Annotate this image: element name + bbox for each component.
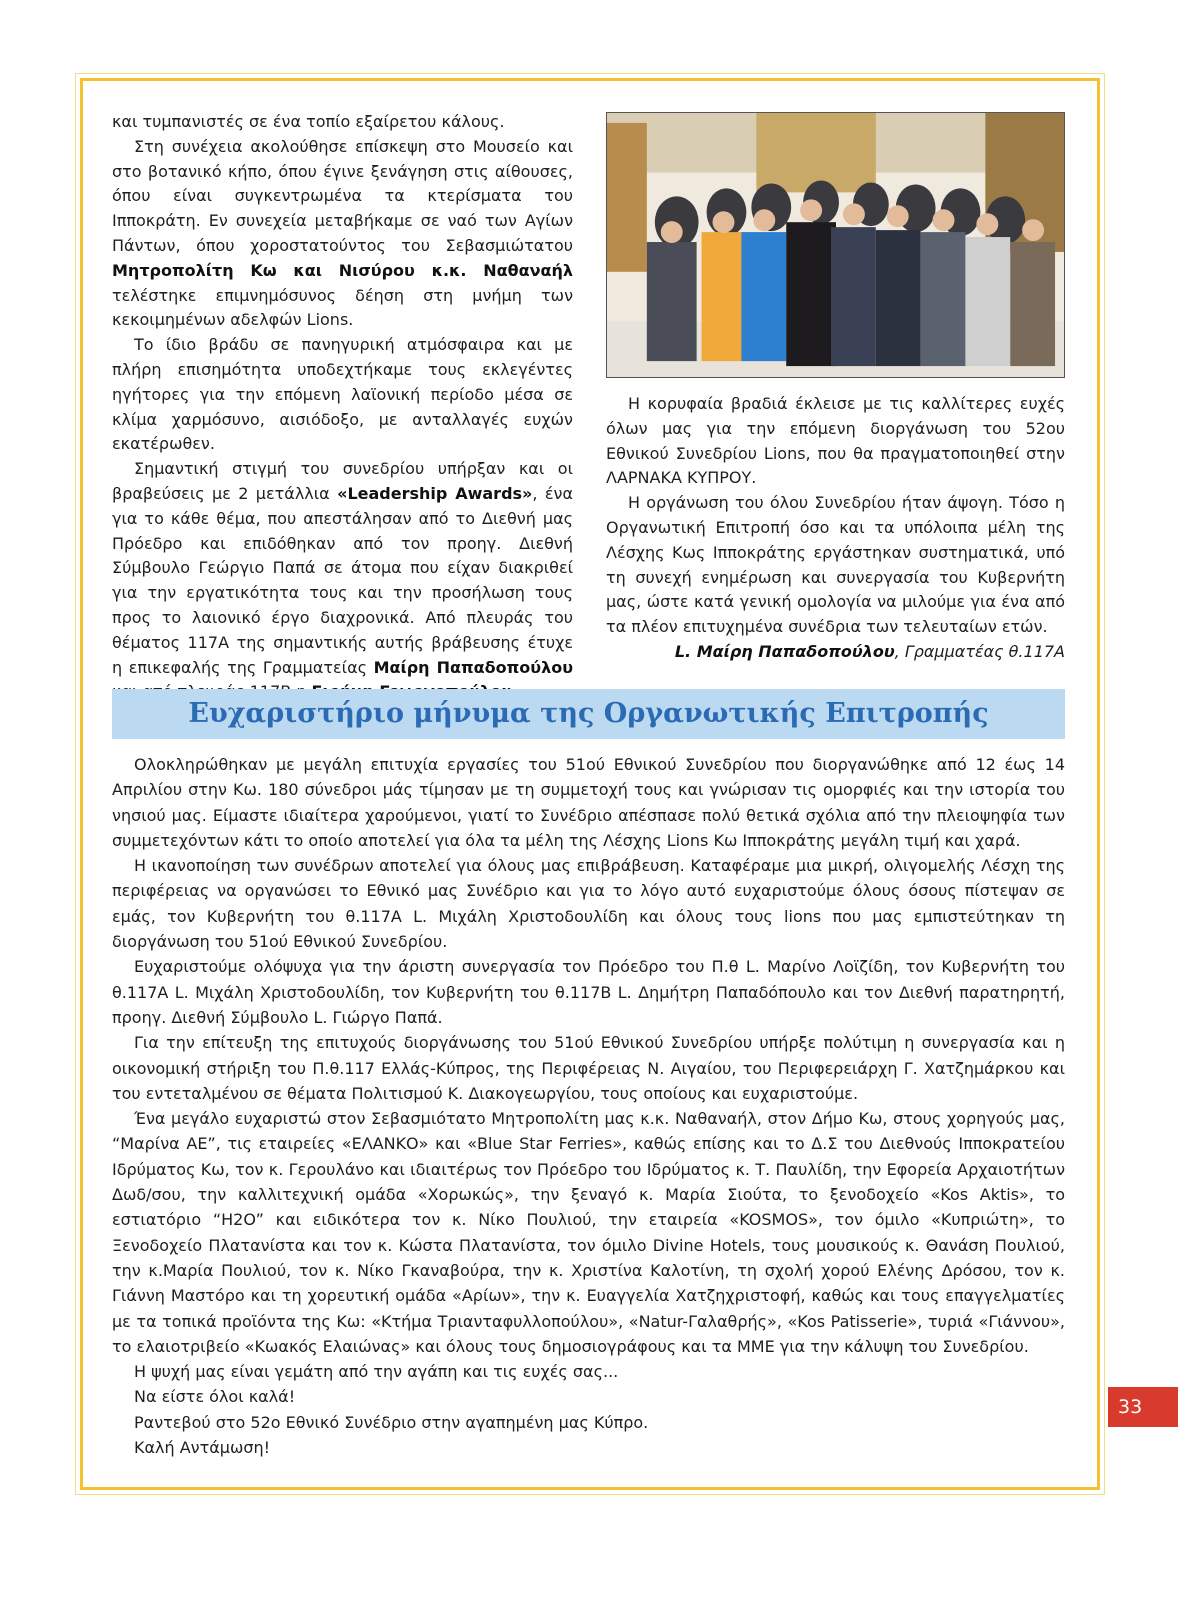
paragraph: Ευχαριστούμε ολόψυχα για την άριστη συνεργασία τον Πρόεδρο του Π.θ L. Μαρίνο Λοϊζίδη, τον Κυβερνήτη του θ.117Α L. Μιχάλη Χριστοδουλίδη, τον Κυβερνήτη του θ.117Β L. Δημήτρη Παπαδόπουλο και τον Διεθνή παρατηρητή, προηγ. Διεθνή Σύμβουλο L. Γιώργο Παπά. [112, 957, 1065, 1027]
paragraph: και τυμπανιστές σε ένα τοπίο εξαίρετου κάλους. [112, 112, 505, 131]
paragraph: Η κορυφαία βραδιά έκλεισε με τις καλλίτερες ευχές όλων μας για την επόμενη διοργάνωση του 52ου Εθνικού Συνεδρίου Lions, που θα πραγματοποιηθεί στην ΛΑΡΝΑΚΑ ΚΥΠΡΟΥ. [606, 394, 1065, 488]
paragraph: Σημαντική στιγμή του συνεδρίου υπήρξαν και οι βραβεύσεις με 2 μετάλλια «Leadership Awards», ένα για το κάθε θέμα, που απεστάλησαν από το Διεθνή μας Πρόεδρο και επιδόθηκαν από τον προηγ. Διεθνή Σύμβουλο Γεώργιο Παπά σε άτομα που είχαν διακριθεί για την εργατικότητα τους και την προσήλωση τους προς το λαιονικό έργο διαχρονικά. Από πλευράς του θέματος 117Α της σημαντικής αυτής βράβευσης έτυχε η επικεφαλής της Γραμματείας Μαίρη Παπαδοπούλου [112, 459, 574, 677]
section-heading-bar [112, 689, 1065, 739]
paragraph: Ολοκληρώθηκαν με μεγάλη επιτυχία εργασίες του 51ού Εθνικού Συνεδρίου που διοργανώθηκε από 12 έως 14 Απριλίου στην Κω. 180 σύνεδροι μάς τίμησαν με τη συμμετοχή τους και γνώρισαν τις ομορφιές και την ιστορία του νησιού μας. Είμαστε ιδιαίτερα χαρούμενοι, γιατί το Συνέδριο απέσπασε πολύ θετικά σχόλια από την πλειοψηφία των συμμετεχόντων κάτι το οποίο αποτελεί για όλα τα μέλη της Λέσχης Lions Κω Ιπποκράτης μεγάλη τιμή και χαρά. [112, 755, 1065, 850]
section-body [112, 752, 1065, 1460]
paragraph: Να είστε όλοι καλά! [134, 1387, 296, 1407]
group-photo [606, 112, 1065, 378]
signature: L. Μαίρη Παπαδοπούλου, Γραμματέας θ.117Α [674, 641, 1065, 661]
paragraph: Ένα μεγάλο ευχαριστώ στον Σεβασμιότατο Μητροπολίτη μας κ.κ. Ναθαναήλ, στον Δήμο Κω, στους χορηγούς μας, “Μαρίνα ΑΕ”, τις εταιρείες «ΕΛΑΝΚΟ» και «Blue Star Ferries», καθώς επίσης και το Δ.Σ του Διεθνούς Ιπποκρατείου Ιδρύματος Κω, τον κ. Γερουλάνο και ιδιαιτέρως τον Πρόεδρο του Ιδρύματος κ. Τ. Παυλίδη, την Εφορεία Αρχαιοτήτων Δωδ/σου, την καλλιτεχνική ομάδα «Χορωκώς», την ξεναγό κ. Μαρία Σιούτα, το ξενοδοχείο «Kos Aktis», το εστιατόριο “H2O” και ειδικότερα τον κ. Νίκο Πουλιού, την εταιρεία «KOSMOS», τον όμιλο «Κυπριώτη», το Ξενοδοχείο Πλατανίστα και τον κ. Κώστα Πλατανίστα, τον όμιλο Divine Hotels, τους μουσικούς κ. Θανάση Πουλιού, την κ.Μαρία Πουλιού, τον κ. Νίκο Γκαναβούρα, την κ. Χριστίνα Καλοτίνη, τη σχολή χορού Ελένης Δρόσου, τον κ. Γιάννη Μαστόρο και τη χορευτική ομάδα «Αρίων», την κ. Ευαγγελία Χατζηχριστοφή, καθώς και τους επαγγελματίες με τα τοπικά προϊόντα της Κω: «Κτήμα Τριανταφυλλοπούλου», «Natur-Γαλαθρής», «Kos Patisserie», τυριά «Γιάννου», το ελαιοτριβείο «Κωακός Ελαιώνας» και όλους τους δημοσιογράφους και τα ΜΜΕ για την κάλυψη του Συνεδρίου. [112, 1109, 1065, 1356]
page-number: 33 [1108, 1387, 1178, 1427]
paragraph: Για την επίτευξη της επιτυχούς διοργάνωσης του 51ού Εθνικού Συνεδρίου υπήρξε πολύτιμη η συνεργασία και η οικονομική στήριξη του Π.θ.117 Ελλάς-Κύπρος, της Περιφέρειας Ν. Αιγαίου, του Περιφερειάρχη Γ. Χατζημάρκου και του εντεταλμένου σε θέματα Πολιτισμού Κ. Διακογεωργίου, τους οποίους και ευχαριστούμε. [112, 1033, 1065, 1103]
paragraph: Η ψυχή μας είναι γεμάτη από την αγάπη και τις ευχές σας... [134, 1362, 619, 1382]
paragraph: Καλή Αντάμωση! [134, 1438, 271, 1458]
paragraph: Ραντεβού στο 52ο Εθνικό Συνέδριο στην αγαπημένη μας Κύπρο. [134, 1412, 649, 1432]
paragraph: Η οργάνωση του όλου Συνεδρίου ήταν άψογη. Τόσο η Οργανωτική Επιτροπή όσο και τα υπόλοιπα μέλη της Λέσχης Κως Ιπποκράτης εργάστηκαν συστηματικά, υπό τη συνεχή ενημέρωση και συνεργασία του Κυβερνήτη μας, ώστε κατά γενική ομολογία να μιλούμε για ένα από τα πλέον επιτυχημένα συνέδρια των τελευταίων ετών. [606, 493, 1065, 637]
paragraph: Το ίδιο βράδυ σε πανηγυρική ατμόσφαιρα και με πλήρη επισημότητα υποδεχτήκαμε τους εκλεγέντες ηγήτορες για την επόμενη λαϊονική περίοδο μέσα σε κλίμα χαρμόσυνο, αισιόδοξο, με ανταλλαγές ευχών εκατέρωθεν. [112, 335, 573, 454]
section-title: Ευχαριστήριο μήνυμα της Οργανωτικής Επιτροπής [188, 698, 989, 729]
paragraph: Στη συνέχεια ακολούθησε επίσκεψη στο Μουσείο και στο βοτανικό κήπο, όπου έγινε ξενάγηση στις αίθουσες, όπου είναι συγκεντρωμένα τα κτερίσματα του Ιπποκράτη. Εν συνεχεία μεταβήκαμε σε ναό των Αγίων Πάντων, όπου χοροστατούντος του Σεβασμιώτατου Μητροπολίτη Κω και Νισύρου κ.κ. Ναθαναήλ τελέστηκε επιμνημόσυνος δέηση στη μνήμη των κεκοιμημένων αδελφών Lions. [112, 136, 573, 330]
left-column [112, 110, 573, 705]
right-column [606, 392, 1065, 665]
paragraph: Η ικανοποίηση των συνέδρων αποτελεί για όλους μας επιβράβευση. Καταφέραμε μια μικρή, ολιγομελής Λέσχη της περιφέρειας να οργανώσει το Εθνικό μας Συνέδριο και για το λόγο αυτό ευχαριστούμε όλους όσους πίστεψαν σε εμάς, τον Κυβερνήτη του θ.117Α L. Μιχάλη Χριστοδουλίδη και όλους τους lions που μας εμπιστεύτηκαν τη διοργάνωση του 51ού Εθνικού Συνεδρίου. [112, 856, 1065, 952]
